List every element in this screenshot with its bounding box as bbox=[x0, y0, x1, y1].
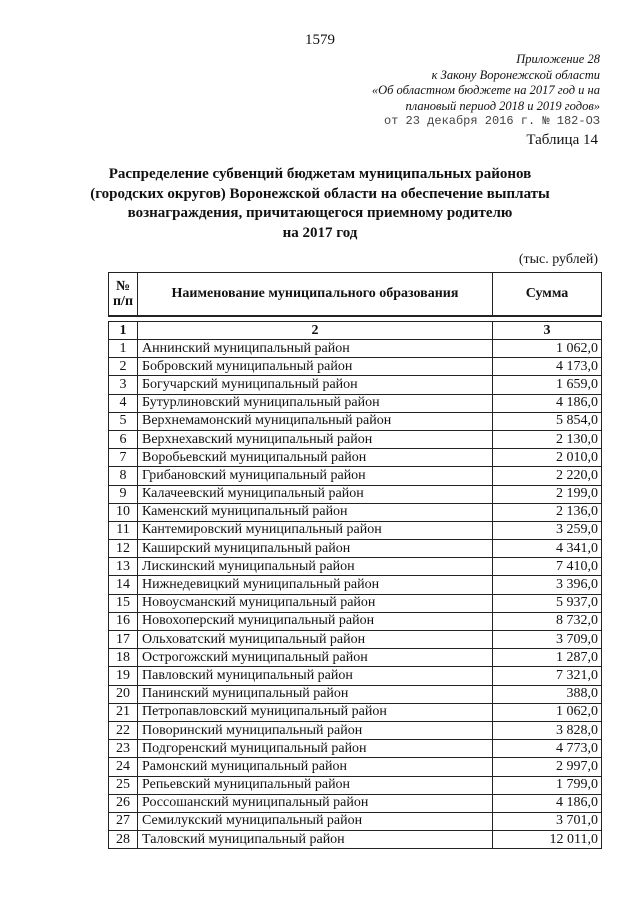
amount: 3 701,0 bbox=[493, 812, 602, 830]
row-number: 11 bbox=[109, 521, 138, 539]
row-number: 15 bbox=[109, 594, 138, 612]
row-number: 19 bbox=[109, 667, 138, 685]
header-num bbox=[109, 273, 138, 317]
appendix-dateline: от 23 декабря 2016 г. № 182-ОЗ bbox=[383, 114, 600, 128]
row-number: 7 bbox=[109, 449, 138, 467]
table-row bbox=[109, 521, 602, 539]
row-number: 3 bbox=[109, 376, 138, 394]
amount: 4 173,0 bbox=[493, 358, 602, 376]
title-line: на 2017 год bbox=[282, 224, 358, 241]
table-row bbox=[109, 612, 602, 630]
header-num-line1: № bbox=[115, 279, 131, 294]
table-row bbox=[109, 540, 602, 558]
amount: 3 709,0 bbox=[493, 631, 602, 649]
district-name: Подгоренский муниципальный район bbox=[138, 740, 493, 758]
district-name: Семилукский муниципальный район bbox=[138, 812, 493, 830]
amount: 3 396,0 bbox=[493, 576, 602, 594]
amount: 4 341,0 bbox=[493, 540, 602, 558]
row-number: 23 bbox=[109, 740, 138, 758]
table-row bbox=[109, 467, 602, 485]
row-number: 24 bbox=[109, 758, 138, 776]
amount: 2 997,0 bbox=[493, 758, 602, 776]
column-index: 3 bbox=[493, 322, 602, 340]
amount: 5 854,0 bbox=[493, 412, 602, 430]
table-row bbox=[109, 721, 602, 739]
district-name: Острогожский муниципальный район bbox=[138, 649, 493, 667]
row-number: 14 bbox=[109, 576, 138, 594]
row-number: 18 bbox=[109, 649, 138, 667]
table-row bbox=[109, 430, 602, 448]
district-name: Рамонский муниципальный район bbox=[138, 758, 493, 776]
table-row bbox=[109, 667, 602, 685]
table-row bbox=[109, 794, 602, 812]
header-num-line2: п/п bbox=[112, 294, 134, 309]
appendix-block bbox=[260, 52, 600, 130]
district-name: Новоусманский муниципальный район bbox=[138, 594, 493, 612]
table-row bbox=[109, 776, 602, 794]
row-number: 25 bbox=[109, 776, 138, 794]
district-name: Каменский муниципальный район bbox=[138, 503, 493, 521]
amount: 7 410,0 bbox=[493, 558, 602, 576]
table-row bbox=[109, 631, 602, 649]
district-name: Калачеевский муниципальный район bbox=[138, 485, 493, 503]
amount: 388,0 bbox=[493, 685, 602, 703]
district-name: Каширский муниципальный район bbox=[138, 540, 493, 558]
table-row bbox=[109, 703, 602, 721]
table-row bbox=[109, 394, 602, 412]
header-name: Наименование муниципального образования bbox=[138, 273, 493, 317]
row-number: 28 bbox=[109, 831, 138, 849]
row-number: 9 bbox=[109, 485, 138, 503]
amount: 7 321,0 bbox=[493, 667, 602, 685]
amount: 4 773,0 bbox=[493, 740, 602, 758]
document-title bbox=[70, 165, 570, 243]
column-index-row bbox=[109, 322, 602, 340]
appendix-line: «Об областном бюджете на 2017 год и на bbox=[371, 83, 600, 97]
row-number: 8 bbox=[109, 467, 138, 485]
title-line: Распределение субвенций бюджетам муниципальных районов bbox=[108, 166, 532, 182]
table-row bbox=[109, 812, 602, 830]
row-number: 12 bbox=[109, 540, 138, 558]
title-line: вознаграждения, причитающегося приемному родителю bbox=[127, 205, 513, 221]
row-number: 10 bbox=[109, 503, 138, 521]
district-name: Бутурлиновский муниципальный район bbox=[138, 394, 493, 412]
district-name: Поворинский муниципальный район bbox=[138, 721, 493, 739]
table-row bbox=[109, 740, 602, 758]
row-number: 17 bbox=[109, 631, 138, 649]
amount: 12 011,0 bbox=[493, 831, 602, 849]
table-row bbox=[109, 758, 602, 776]
amount: 2 220,0 bbox=[493, 467, 602, 485]
row-number: 13 bbox=[109, 558, 138, 576]
district-name: Воробьевский муниципальный район bbox=[138, 449, 493, 467]
table-row bbox=[109, 376, 602, 394]
district-name: Верхнехавский муниципальный район bbox=[138, 430, 493, 448]
district-name: Петропавловский муниципальный район bbox=[138, 703, 493, 721]
district-name: Павловский муниципальный район bbox=[138, 667, 493, 685]
row-number: 26 bbox=[109, 794, 138, 812]
amount: 8 732,0 bbox=[493, 612, 602, 630]
row-number: 27 bbox=[109, 812, 138, 830]
district-name: Панинский муниципальный район bbox=[138, 685, 493, 703]
district-name: Богучарский муниципальный район bbox=[138, 376, 493, 394]
district-name: Кантемировский муниципальный район bbox=[138, 521, 493, 539]
district-name: Ольховатский муниципальный район bbox=[138, 631, 493, 649]
amount: 1 287,0 bbox=[493, 649, 602, 667]
table-header-row bbox=[109, 273, 602, 317]
table-row bbox=[109, 412, 602, 430]
district-name: Репьевский муниципальный район bbox=[138, 776, 493, 794]
amount: 1 062,0 bbox=[493, 340, 602, 358]
title-line: (городских округов) Воронежской области на обеспечение выплаты bbox=[90, 185, 550, 202]
district-name: Бобровский муниципальный район bbox=[138, 358, 493, 376]
district-name: Грибановский муниципальный район bbox=[138, 467, 493, 485]
header-sum: Сумма bbox=[493, 273, 602, 317]
units-label: (тыс. рублей) bbox=[518, 252, 598, 267]
row-number: 22 bbox=[109, 721, 138, 739]
amount: 2 199,0 bbox=[493, 485, 602, 503]
table-row bbox=[109, 649, 602, 667]
amount: 1 062,0 bbox=[493, 703, 602, 721]
district-name: Нижнедевицкий муниципальный район bbox=[138, 576, 493, 594]
page-number: 1579 bbox=[305, 32, 335, 48]
amount: 4 186,0 bbox=[493, 794, 602, 812]
district-name: Аннинский муниципальный район bbox=[138, 340, 493, 358]
column-index: 1 bbox=[109, 322, 138, 340]
amount: 1 659,0 bbox=[493, 376, 602, 394]
table-number: Таблица 14 bbox=[526, 132, 598, 148]
table-row bbox=[109, 340, 602, 358]
table-row bbox=[109, 485, 602, 503]
column-index: 2 bbox=[138, 322, 493, 340]
appendix-line: Приложение 28 bbox=[516, 52, 600, 66]
table-row bbox=[109, 558, 602, 576]
amount: 2 130,0 bbox=[493, 430, 602, 448]
district-name: Новохоперский муниципальный район bbox=[138, 612, 493, 630]
row-number: 4 bbox=[109, 394, 138, 412]
district-name: Лискинский муниципальный район bbox=[138, 558, 493, 576]
table-row bbox=[109, 594, 602, 612]
table-row bbox=[109, 685, 602, 703]
district-name: Таловский муниципальный район bbox=[138, 831, 493, 849]
row-number: 20 bbox=[109, 685, 138, 703]
amount: 3 828,0 bbox=[493, 721, 602, 739]
subsidy-table bbox=[108, 272, 602, 849]
table-row bbox=[109, 449, 602, 467]
row-number: 1 bbox=[109, 340, 138, 358]
amount: 2 136,0 bbox=[493, 503, 602, 521]
amount: 3 259,0 bbox=[493, 521, 602, 539]
district-name: Россошанский муниципальный район bbox=[138, 794, 493, 812]
row-number: 21 bbox=[109, 703, 138, 721]
row-number: 16 bbox=[109, 612, 138, 630]
table-row bbox=[109, 831, 602, 849]
row-number: 2 bbox=[109, 358, 138, 376]
table-row bbox=[109, 358, 602, 376]
amount: 1 799,0 bbox=[493, 776, 602, 794]
table-row bbox=[109, 503, 602, 521]
row-number: 6 bbox=[109, 430, 138, 448]
table-row bbox=[109, 576, 602, 594]
amount: 2 010,0 bbox=[493, 449, 602, 467]
row-number: 5 bbox=[109, 412, 138, 430]
appendix-line: плановый период 2018 и 2019 годов» bbox=[405, 98, 600, 113]
amount: 5 937,0 bbox=[493, 594, 602, 612]
amount: 4 186,0 bbox=[493, 394, 602, 412]
appendix-line: к Закону Воронежской области bbox=[431, 67, 600, 82]
district-name: Верхнемамонский муниципальный район bbox=[138, 412, 493, 430]
